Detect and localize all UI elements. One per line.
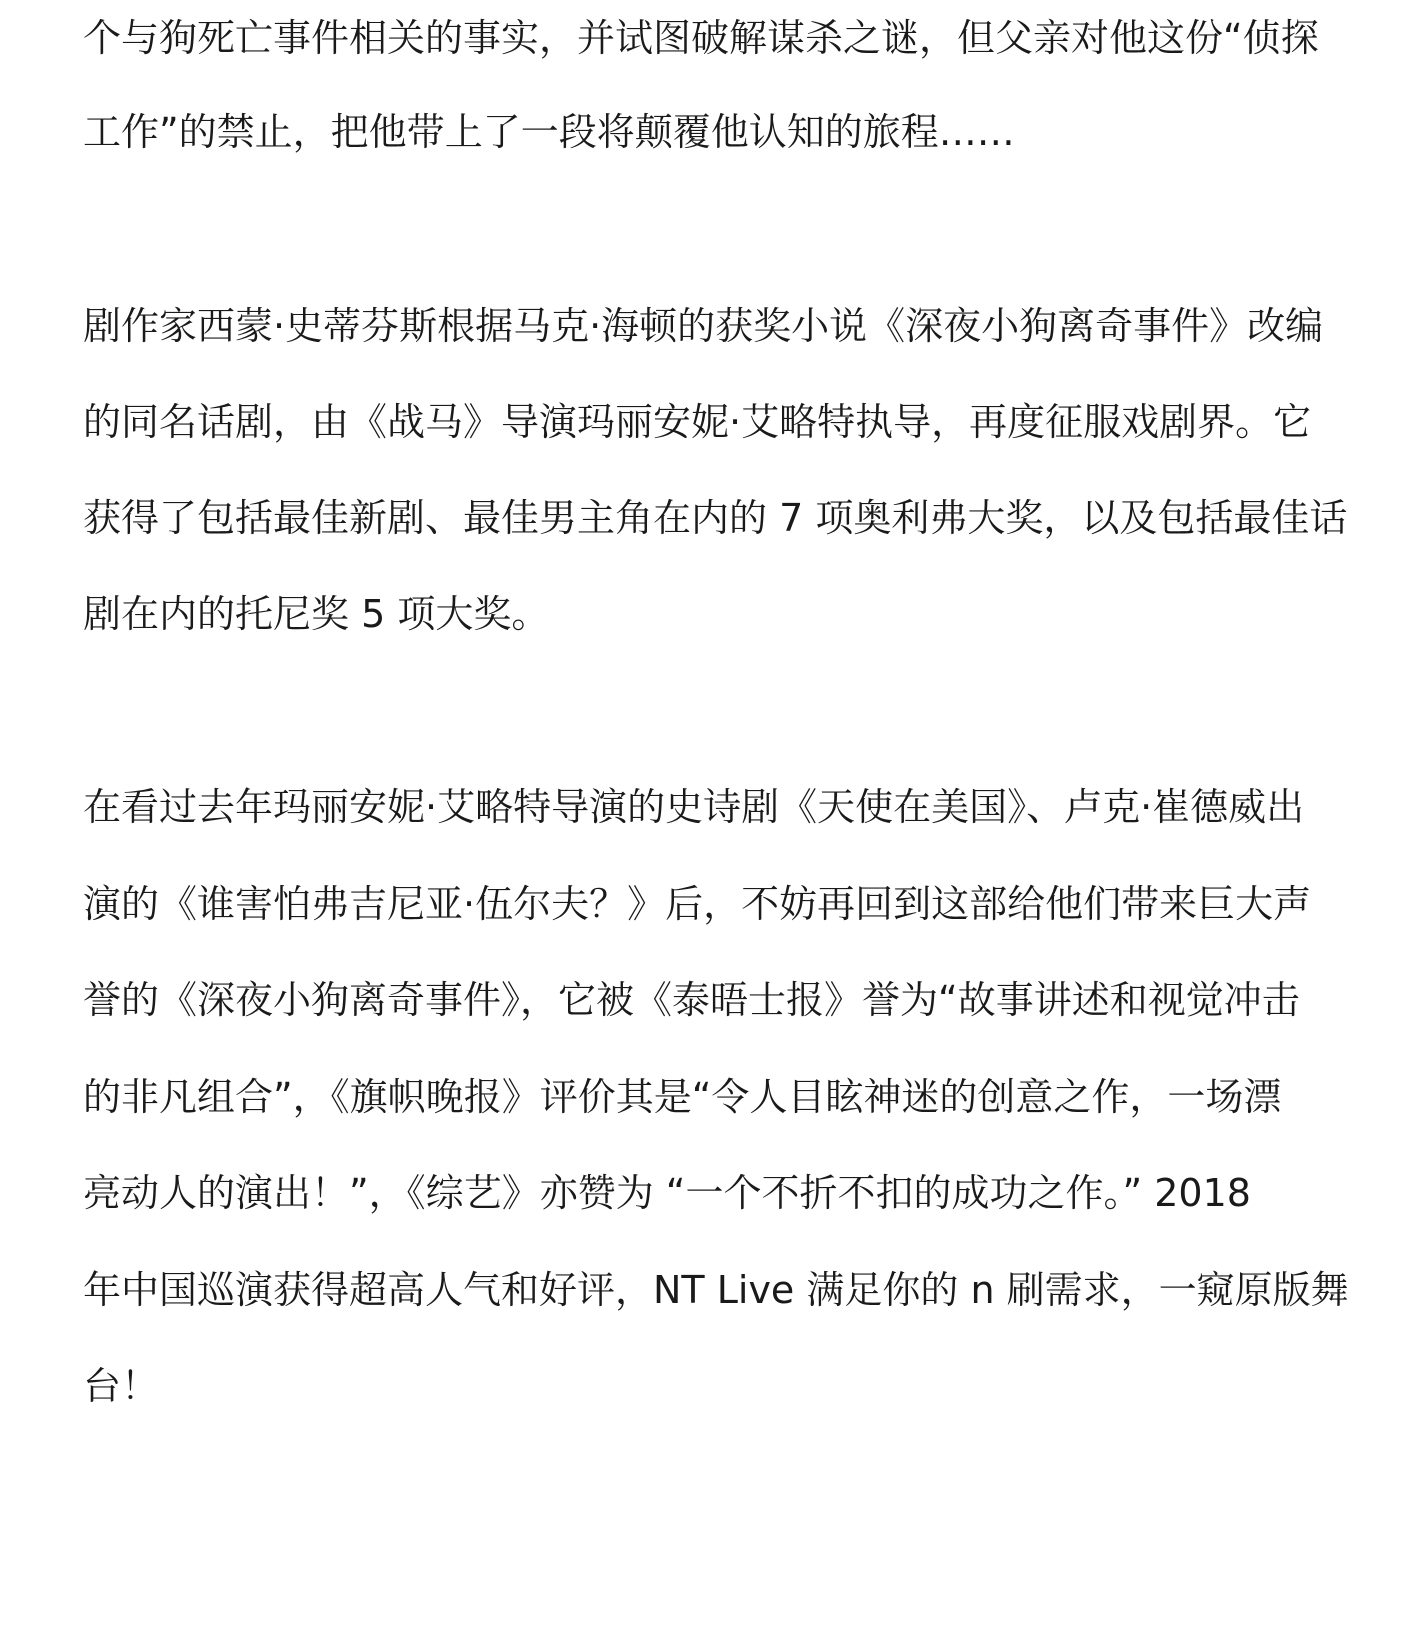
paragraph-line: 台！ [83,1364,160,1408]
paragraph-line: 的非凡组合”，《旗帜晚报》评价其是“令人目眩神迷的创意之作，一场漂 [83,1075,1282,1119]
paragraph-line: 演的《谁害怕弗吉尼亚·伍尔夫？》后，不妨再回到这部给他们带来巨大声 [83,882,1312,926]
paragraph-line: 获得了包括最佳新剧、最佳男主角在内的 7 项奥利弗大奖，以及包括最佳话 [83,496,1348,540]
paragraph-line: 年中国巡演获得超高人气和好评，NT Live 满足你的 n 刷需求，一窥原版舞 [83,1268,1349,1312]
paragraph-line: 的同名话剧，由《战马》导演玛丽安妮·艾略特执导，再度征服戏剧界。它 [83,400,1312,444]
paragraph-line: 剧在内的托尼奖 5 项大奖。 [83,592,550,636]
paragraph-line: 亮动人的演出！”，《综艺》亦赞为 “一个不折不扣的成功之作。” 2018 [83,1171,1251,1215]
paragraph-line: 工作”的禁止，把他带上了一段将颠覆他认知的旅程…… [83,110,1015,154]
paragraph-line: 在看过去年玛丽安妮·艾略特导演的史诗剧《天使在美国》、卢克·崔德威出 [83,785,1305,829]
paragraph-line: 剧作家西蒙·史蒂芬斯根据马克·海顿的获奖小说《深夜小狗离奇事件》改编 [83,304,1324,348]
paragraph-line: 个与狗死亡事件相关的事实，并试图破解谋杀之谜，但父亲对他这份“侦探 [83,16,1319,60]
paragraph-line: 誉的《深夜小狗离奇事件》，它被《泰晤士报》誉为“故事讲述和视觉冲击 [83,978,1300,1022]
